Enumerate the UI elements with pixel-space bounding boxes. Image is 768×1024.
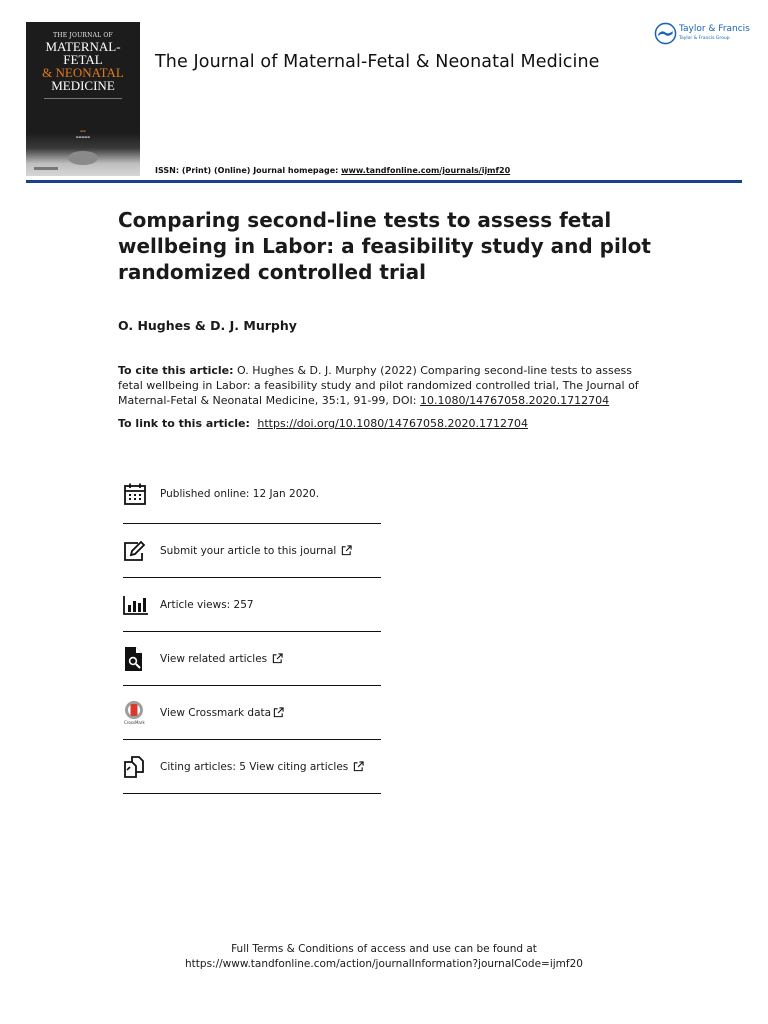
published-row <box>123 465 381 524</box>
published-date: Published online: 12 Jan 2020. <box>160 488 320 500</box>
journal-cover-image <box>26 22 140 176</box>
external-link-icon <box>353 761 364 772</box>
calendar-icon <box>123 480 155 508</box>
taylor-francis-icon <box>654 22 677 45</box>
cover-line-1: THE JOURNAL OF <box>53 32 113 39</box>
header-divider <box>26 180 742 183</box>
cover-line-3: & NEONATAL <box>42 65 124 80</box>
crossmark-row[interactable] <box>123 686 381 740</box>
citing-articles-row[interactable] <box>123 740 381 794</box>
citation-block <box>118 363 658 408</box>
article-link-block <box>118 417 528 430</box>
crossmark-logo-text: CrossMark <box>124 720 145 725</box>
link-label: To link to this article: <box>118 417 250 430</box>
publisher-logo[interactable] <box>654 22 750 45</box>
article-info-list <box>123 465 381 794</box>
cite-text: O. Hughes & D. J. Murphy (2022) Comparing second-line tests to assess fetal wellbeing in Labor: a feasibility study and pilot randomized controlled trial, The Journal of Maternal-Fetal & Neonatal Medicine, 35:1, 91-99, DOI: <box>118 364 639 407</box>
document-search-icon <box>123 645 155 673</box>
crossmark-label: View Crossmark data <box>160 706 272 719</box>
publisher-name: Taylor & Francis <box>679 23 750 34</box>
submit-article-label: Submit your article to this journal <box>160 544 337 557</box>
terms-footer <box>0 942 768 972</box>
cover-editor-names: ▬▬▬▬▬ <box>75 135 91 139</box>
cover-line-4: MEDICINE <box>51 78 115 93</box>
publisher-group: Taylor & Francis Group <box>679 35 730 41</box>
article-authors: O. Hughes & D. J. Murphy <box>118 318 297 333</box>
journal-homepage-link[interactable]: www.tandfonline.com/journals/ijmf20 <box>341 166 511 175</box>
external-link-icon <box>341 545 352 556</box>
cover-divider <box>44 98 122 99</box>
crossmark-icon <box>123 699 155 727</box>
citing-articles-icon <box>123 753 155 781</box>
related-articles-label: View related articles <box>160 652 268 665</box>
cover-emblem <box>68 151 98 165</box>
related-articles-row[interactable] <box>123 632 381 686</box>
terms-url[interactable]: https://www.tandfonline.com/action/journalInformation?journalCode=ijmf20 <box>185 958 583 970</box>
cite-label: To cite this article: <box>118 364 234 377</box>
bar-chart-icon <box>123 591 155 619</box>
cover-publisher-mark <box>34 167 58 170</box>
submit-article-row[interactable] <box>123 524 381 578</box>
cover-line-2: MATERNAL-FETAL <box>45 39 121 67</box>
edit-icon <box>123 537 155 565</box>
article-views-row <box>123 578 381 632</box>
issn-text: ISSN: (Print) (Online) Journal homepage: <box>155 166 342 175</box>
cover-editor-stripe: ▬▬ <box>80 129 86 133</box>
article-title: Comparing second-line tests to assess fetal wellbeing in Labor: a feasibility study and pilot randomized controlled trial <box>118 208 651 284</box>
journal-title: The Journal of Maternal-Fetal & Neonatal Medicine <box>155 52 600 72</box>
external-link-icon <box>273 707 284 718</box>
issn-line <box>155 166 510 175</box>
doi-link[interactable]: 10.1080/14767058.2020.1712704 <box>419 394 610 407</box>
terms-line: Full Terms & Conditions of access and use can be found at <box>231 943 537 955</box>
article-views-count: Article views: 257 <box>160 598 254 611</box>
article-doi-url[interactable]: https://doi.org/10.1080/14767058.2020.1712704 <box>257 417 528 430</box>
citing-articles-label: Citing articles: 5 View citing articles <box>160 760 349 773</box>
external-link-icon <box>272 653 283 664</box>
